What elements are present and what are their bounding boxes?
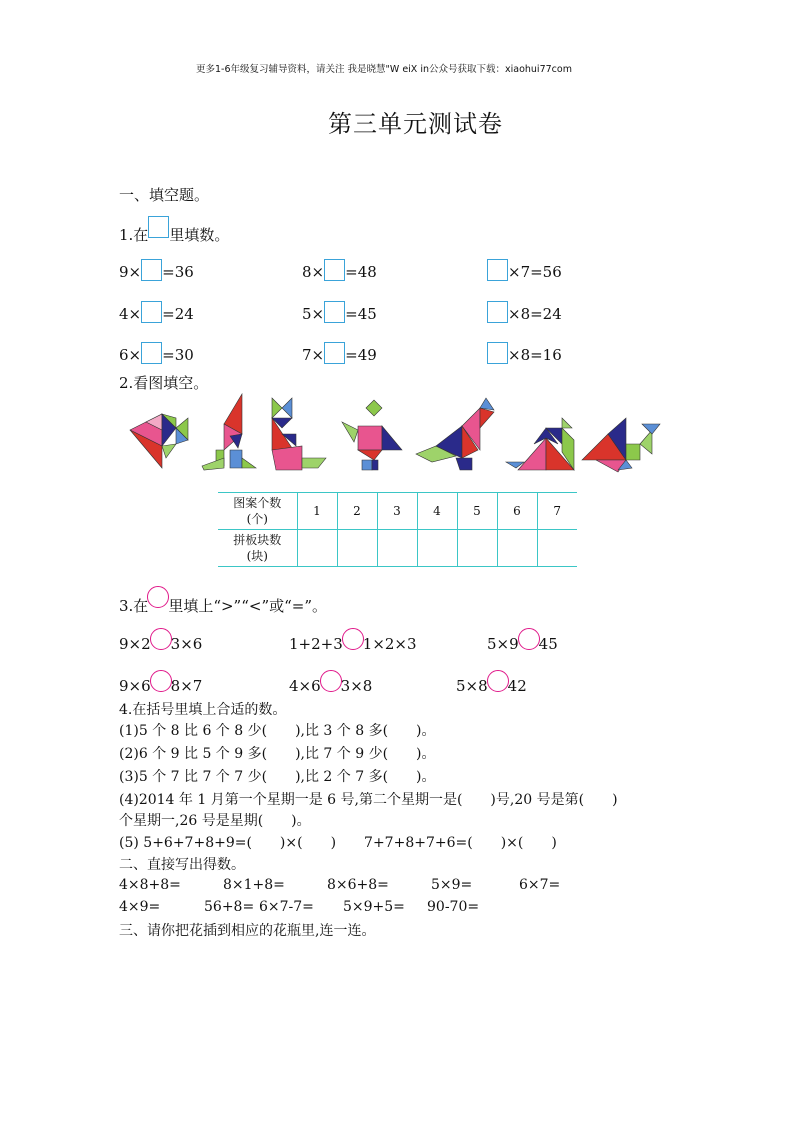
row2-label: 拼板块数 (块): [233, 533, 282, 563]
q4-line: (5) 5+6+7+8+9=( )×( ) 7+7+8+7+6=( )×( ): [119, 835, 557, 851]
calc-item: 4×8+8=: [119, 877, 181, 893]
answer-cell[interactable]: [497, 530, 537, 567]
q1-item: 5× =45: [302, 301, 377, 323]
tangram-duck: [582, 418, 660, 472]
q1-suffix: 里填数。: [169, 226, 230, 244]
section3-heading: 三、请你把花插到相应的花瓶里,连一连。: [119, 923, 376, 939]
answer-cell[interactable]: [417, 530, 457, 567]
row1-label: 图案个数 (个): [233, 496, 282, 526]
section2-heading: 二、直接写出得数。: [119, 857, 245, 873]
calc-item: 6×7=: [519, 877, 561, 893]
q1-prefix: 1.在: [119, 226, 149, 244]
q3-item: 5×8 42: [456, 670, 527, 695]
tangram-chick: [506, 418, 574, 470]
answer-circle[interactable]: [342, 628, 364, 650]
answer-circle[interactable]: [150, 670, 172, 692]
q3-item: 4×6 3×8: [289, 670, 372, 695]
header-note: 更多1-6年级复习辅导资料，请关注 我是晓慧"W eiX in公众号获取下载：xiaohui77com: [196, 64, 572, 75]
section1-heading: 一、填空题。: [119, 186, 210, 204]
page-title: 第三单元测试卷: [328, 110, 503, 138]
answer-circle[interactable]: [150, 628, 172, 650]
table-cell: 4: [417, 493, 457, 530]
q3-item: 1+2+3 1×2×3: [289, 628, 417, 653]
answer-circle[interactable]: [320, 670, 342, 692]
answer-cell[interactable]: [457, 530, 497, 567]
q1-item: ×7=56: [487, 259, 562, 281]
q2-table: [218, 492, 577, 567]
q3-item: 5×9 45: [487, 628, 558, 653]
q3-prefix: 3.在: [119, 597, 149, 615]
tangram-bird: [416, 398, 494, 470]
calc-item: 8×1+8=: [223, 877, 285, 893]
q4-line: (2)6 个 9 比 5 个 9 多( ),比 7 个 9 少( )。: [119, 746, 436, 762]
answer-box[interactable]: [324, 301, 345, 323]
q3-instruction: [119, 586, 327, 616]
q3-suffix: 里填上“>”“<”或“=”。: [168, 597, 328, 615]
answer-circle-sample: [147, 586, 169, 608]
answer-box[interactable]: [141, 259, 162, 281]
q1-item: 6× =30: [119, 342, 194, 364]
tangram-figures: [126, 388, 666, 478]
q4-line: (1)5 个 8 比 6 个 8 少( ),比 3 个 8 多( )。: [119, 723, 436, 739]
answer-circle[interactable]: [518, 628, 540, 650]
table-cell: 5: [457, 493, 497, 530]
answer-cell[interactable]: [537, 530, 577, 567]
calc-item: 56+8=: [204, 899, 255, 915]
answer-cell[interactable]: [377, 530, 417, 567]
answer-box[interactable]: [487, 342, 508, 364]
answer-box[interactable]: [487, 301, 508, 323]
q4-label: 4.在括号里填上合适的数。: [119, 702, 287, 718]
tangram-rabbit: [272, 398, 326, 470]
table-cell: 1: [297, 493, 337, 530]
q1-instruction: [119, 216, 229, 245]
tangram-cat: [202, 394, 256, 470]
q4-line: (4)2014 年 1 月第一个星期一是 6 号,第二个星期一是( )号,20 号是第( ): [119, 792, 618, 808]
tangram-fish: [130, 414, 188, 468]
q1-item: 4× =24: [119, 301, 194, 323]
q2-label: 2.看图填空。: [119, 374, 209, 392]
q1-item: ×8=16: [487, 342, 562, 364]
calc-item: 5×9=: [431, 877, 473, 893]
q1-item: 8× =48: [302, 259, 377, 281]
table-cell: 6: [497, 493, 537, 530]
answer-cell[interactable]: [337, 530, 377, 567]
q1-item: 7× =49: [302, 342, 377, 364]
table-cell: 3: [377, 493, 417, 530]
answer-box[interactable]: [141, 301, 162, 323]
answer-circle[interactable]: [487, 670, 509, 692]
answer-cell[interactable]: [297, 530, 337, 567]
calc-item: 90-70=: [427, 899, 480, 915]
q3-item: 9×6 8×7: [119, 670, 202, 695]
q3-item: 9×2 3×6: [119, 628, 202, 653]
answer-box[interactable]: [141, 342, 162, 364]
table-cell: 2: [337, 493, 377, 530]
q4-line: 个星期一,26 号是星期( )。: [119, 813, 311, 829]
row-label-pattern-count: [218, 493, 297, 530]
answer-box[interactable]: [324, 342, 345, 364]
answer-box[interactable]: [324, 259, 345, 281]
calc-item: 8×6+8=: [327, 877, 389, 893]
q1-item: ×8=24: [487, 301, 562, 323]
answer-box-sample: [148, 216, 169, 238]
q1-item: 9× =36: [119, 259, 194, 281]
tangram-person: [342, 400, 402, 470]
calc-item: 4×9=: [119, 899, 161, 915]
calc-item: 6×7-7=: [259, 899, 314, 915]
q4-line: (3)5 个 7 比 7 个 7 少( ),比 2 个 7 多( )。: [119, 769, 436, 785]
answer-box[interactable]: [487, 259, 508, 281]
calc-item: 5×9+5=: [343, 899, 405, 915]
table-cell: 7: [537, 493, 577, 530]
row-label-piece-count: [218, 530, 297, 567]
